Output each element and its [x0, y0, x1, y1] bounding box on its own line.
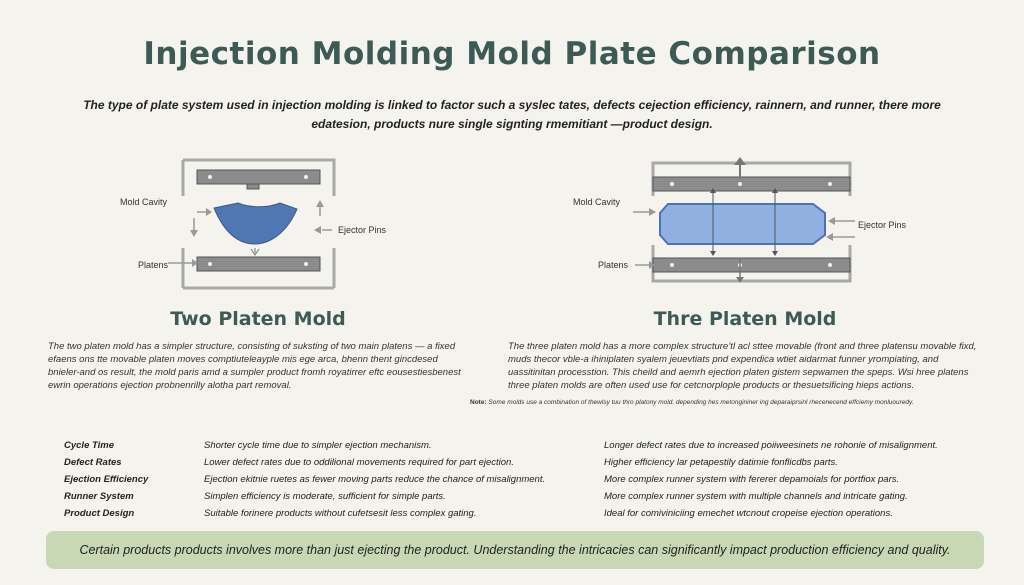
bottom-platen [653, 258, 850, 272]
row-label: Defect Rates [64, 457, 122, 468]
row-label: Cycle Time [64, 440, 114, 451]
footer-text: Certain products products involves more than just ejecting the product. Understanding the intricacies can significantly impact production efficiency and quality. [79, 543, 951, 557]
table-row [60, 472, 960, 489]
table-row [60, 438, 960, 455]
three-platen-title: Thre Platen Mold [653, 308, 837, 330]
intro-text: The type of plate system used in injection molding is linked to factor such a syslec tates, defects cejection efficiency, rainnern, and runner, there more edatesion, products nure single signting rmemitiant —product design. [83, 98, 941, 131]
mold-cavity-label: Mold Cavity [573, 197, 621, 207]
ejector-pins-label: Ejector Pins [338, 225, 387, 235]
row-label: Runner System [64, 491, 134, 502]
two-platen-diagram [110, 150, 430, 290]
mold-cavity-label: Mold Cavity [120, 197, 168, 207]
two-platen-cell: Lower defect rates due to oddilional movements required for part ejection. [204, 457, 514, 468]
note-label: Note: [470, 399, 487, 406]
comparison-table [60, 438, 960, 523]
three-platen-cell: Higher efficiency lar petapestily datimie fonflicdbs parts. [604, 457, 838, 468]
table-row [60, 455, 960, 472]
three-platen-cell: Longer defect rates due to increased poiiweesinets ne rohonie of misalignment. [604, 440, 938, 451]
mold-cavity-shape [660, 204, 825, 244]
three-platen-description: The three platen mold has a more complex structure’tl acl sttee movable (front and three platensu movable fixd, muds thecor vble-a ihiniplaten syalem jeuevtiats pnd expendica wtiet aidarmat funner yrompiating, and uassitinitan processtion. This cheild and aemrh ejection platen gistem sepwamen the speps. Wsi hree platens three platen molds are often used use for cetcnorplople products or thesuetsificing hieps actions. [508, 341, 977, 391]
table-row [60, 489, 960, 506]
page-title: Injection Molding Mold Plate Comparison [143, 36, 881, 72]
two-platen-description: The two platen mold has a simpler structure, consisting of suksting of two main platens — a fixed efaens ons tte movable platen moves comptiuteleayple mis ege arca, bhenn thent gincdesed bnieler-and os result, the mold paris amd a sumpler product fromh royatirrer eftc eousestiesbenest ewrin operations ejection probnenrilly alotha part removal. [48, 341, 461, 391]
row-label: Ejection Efficiency [64, 474, 149, 485]
three-platen-cell: More complex runner system with fererer depamoials for portfiox pars. [604, 474, 900, 485]
mold-cavity-shape [214, 203, 297, 244]
two-platen-cell: Suitable forinere products without cufetsesit less complex gating. [204, 508, 477, 519]
note-text: Some molds use a combination of thewlsy tuu thro platony mold. depending hes metongininer ing deparaiprsinl rhecenecend effciemy monluouredy. [488, 399, 914, 406]
two-platen-cell: Simplen efficiency is moderate, sufficient for simple parts. [204, 491, 446, 502]
platens-label: Platens [138, 260, 169, 270]
ejector-pins-label: Ejector Pins [858, 220, 907, 230]
two-platen-cell: Ejection ekitnie ruetes as fewer moving parts reduce the chance of misalignment. [204, 474, 546, 485]
row-label: Product Design [64, 508, 135, 519]
three-platen-cell: Ideal for comiviniciing emechet wtcnout cropeise ejection operations. [604, 508, 893, 519]
three-platen-diagram [565, 155, 945, 285]
platens-label: Platens [598, 260, 629, 270]
two-platen-cell: Shorter cycle time due to simpler ejection mechanism. [204, 440, 432, 451]
note [470, 399, 990, 406]
bottom-platen [197, 257, 320, 271]
top-platen [197, 170, 320, 184]
table-row [60, 506, 960, 523]
two-platen-title: Two Platen Mold [170, 308, 346, 330]
footer-banner [46, 531, 984, 569]
three-platen-cell: More complex runner system with multiple channels and intricate gating. [604, 491, 908, 502]
top-platen [653, 177, 850, 191]
